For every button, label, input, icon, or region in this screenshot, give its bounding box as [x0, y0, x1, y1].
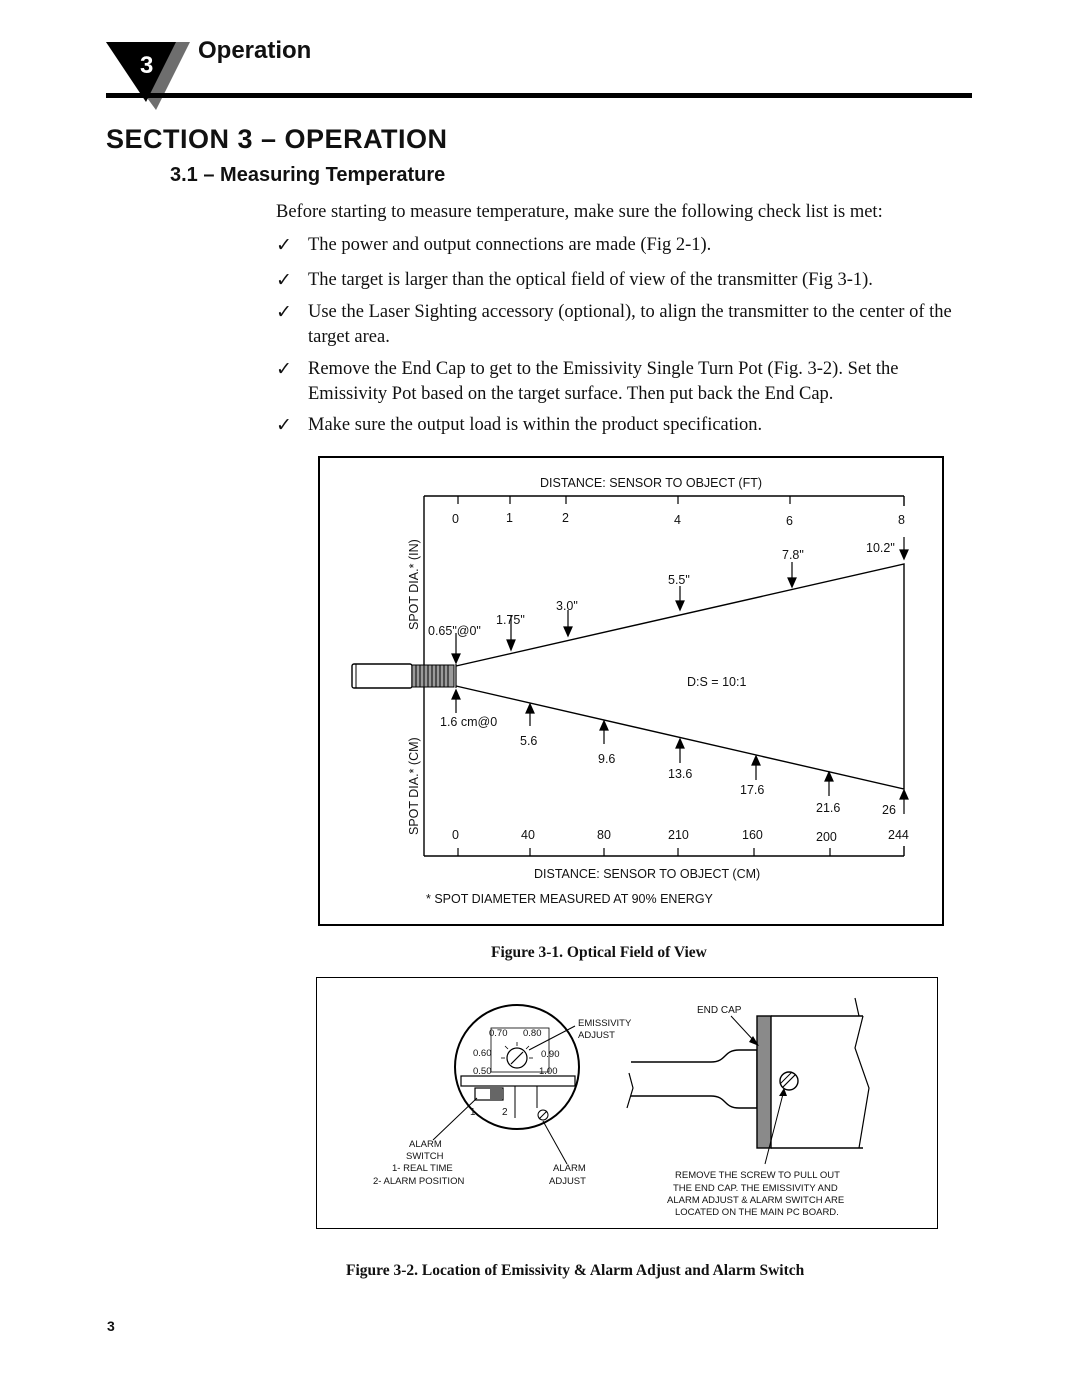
- sensor-body: [352, 664, 412, 688]
- checklist-text: Make sure the output load is within the product specification.: [308, 415, 763, 435]
- alarm-switch-label: ALARM: [409, 1139, 442, 1150]
- ft-tick-label: 0: [452, 512, 459, 526]
- ft-tick-label: 1: [506, 511, 513, 525]
- dial-value: 0.70: [489, 1028, 508, 1039]
- ft-tick-label: 2: [562, 511, 569, 525]
- figure-1-caption: Figure 3-1. Optical Field of View: [491, 944, 707, 961]
- dial-value: 0.90: [541, 1049, 560, 1060]
- spot-in-label: 7.8": [782, 548, 804, 562]
- spot-cm-label: 1.6 cm@0: [440, 715, 498, 729]
- note-line: LOCATED ON THE MAIN PC BOARD.: [675, 1207, 839, 1218]
- figure-2-caption: Figure 3-2. Location of Emissivity & Alarm Adjust and Alarm Switch: [346, 1262, 805, 1279]
- spot-cm-label: 9.6: [598, 752, 616, 766]
- spot-in-label: 5.5": [668, 573, 690, 587]
- cm-tick-label: 40: [521, 828, 535, 842]
- figure-emissivity-alarm-location: [316, 977, 938, 1229]
- spot-cm-label: 5.6: [520, 734, 538, 748]
- ft-tick-label: 8: [898, 513, 905, 527]
- check-icon: ✓: [276, 270, 292, 291]
- cm-tick-label: 160: [742, 828, 763, 842]
- dial-value: 0.80: [523, 1028, 542, 1039]
- figure-optical-field-of-view: [318, 456, 944, 926]
- spot-cm-label: 13.6: [668, 767, 693, 781]
- checklist-text: The power and output connections are made (Fig 2-1).: [308, 235, 712, 255]
- footnote: * SPOT DIAMETER MEASURED AT 90% ENERGY: [426, 892, 713, 906]
- note-line: ALARM ADJUST & ALARM SWITCH ARE: [667, 1195, 845, 1206]
- spot-in-label: 10.2": [866, 541, 895, 555]
- sensor-neck: [711, 1050, 757, 1108]
- emissivity-label: EMISSIVITY: [578, 1018, 632, 1029]
- spot-in-label: 0.65"@0": [428, 624, 481, 638]
- cm-tick-label: 80: [597, 828, 611, 842]
- alarm-switch-label: 2- ALARM POSITION: [373, 1176, 465, 1187]
- alarm-adjust-label: ALARM: [553, 1163, 586, 1174]
- cm-tick-label: 200: [816, 830, 837, 844]
- subsection-title: 3.1 – Measuring Temperature: [170, 164, 446, 186]
- cm-tick-label: 0: [452, 828, 459, 842]
- chapter-number: 3: [140, 52, 154, 79]
- spot-cm-label: 17.6: [740, 783, 765, 797]
- check-icon: ✓: [276, 302, 292, 323]
- optical-field-diagram: [320, 458, 942, 924]
- checklist-text: The target is larger than the optical field of view of the transmitter (Fig 3-1).: [308, 270, 873, 290]
- check-icon: ✓: [276, 235, 292, 256]
- check-icon: ✓: [276, 415, 292, 436]
- spot-cm-label: 26: [882, 803, 896, 817]
- end-cap-label: END CAP: [697, 1005, 742, 1016]
- alarm-adjust-label: ADJUST: [549, 1176, 586, 1187]
- alarm-switch-label: SWITCH: [406, 1151, 444, 1162]
- section-title: SECTION 3 – OPERATION: [106, 124, 448, 154]
- switch-position: 1: [470, 1107, 476, 1118]
- alarm-switch-label: 1- REAL TIME: [392, 1163, 453, 1174]
- ds-ratio-label: D:S = 10:1: [687, 675, 747, 689]
- emissivity-label: ADJUST: [578, 1030, 615, 1041]
- cm-tick-label: 210: [668, 828, 689, 842]
- chapter-title: Operation: [198, 37, 312, 64]
- dial-value: 1.00: [539, 1066, 558, 1077]
- spot-dia-cm-label: SPOT DIA.* (CM): [407, 737, 421, 835]
- note-line: REMOVE THE SCREW TO PULL OUT: [675, 1170, 840, 1181]
- dial-value: 0.60: [473, 1048, 492, 1059]
- checklist-text: Use the Laser Sighting accessory (optional), to align the transmitter to the center of the target area.: [308, 302, 952, 347]
- intro-paragraph: Before starting to measure temperature, make sure the following check list is met:: [276, 202, 883, 222]
- bottom-axis-label: DISTANCE: SENSOR TO OBJECT (CM): [534, 867, 761, 881]
- ft-tick-label: 6: [786, 514, 793, 528]
- end-cap: [757, 1016, 771, 1148]
- chapter-tab-icon: [106, 40, 190, 110]
- checklist-text: Remove the End Cap to get to the Emissivity Single Turn Pot (Fig. 3-2). Set the Emissivity Pot based on the target surface. Then put back the End Cap.: [308, 359, 899, 404]
- header-rule: [106, 93, 972, 98]
- check-icon: ✓: [276, 359, 292, 380]
- spot-dia-in-label: SPOT DIA.* (IN): [407, 539, 421, 630]
- note-line: THE END CAP. THE EMISSIVITY AND: [673, 1183, 838, 1194]
- spot-in-label: 3.0": [556, 599, 578, 613]
- spot-in-label: 1.75": [496, 613, 525, 627]
- dial-value: 0.50: [473, 1066, 492, 1077]
- switch-position: 2: [502, 1107, 508, 1118]
- cm-tick-label: 244: [888, 828, 909, 842]
- top-axis-label: DISTANCE: SENSOR TO OBJECT (FT): [540, 476, 763, 490]
- board-edge: [461, 1076, 575, 1086]
- ft-tick-label: 4: [674, 513, 681, 527]
- page-number: 3: [107, 1318, 115, 1334]
- spot-cm-label: 21.6: [816, 801, 841, 815]
- emissivity-alarm-diagram: [317, 978, 936, 1227]
